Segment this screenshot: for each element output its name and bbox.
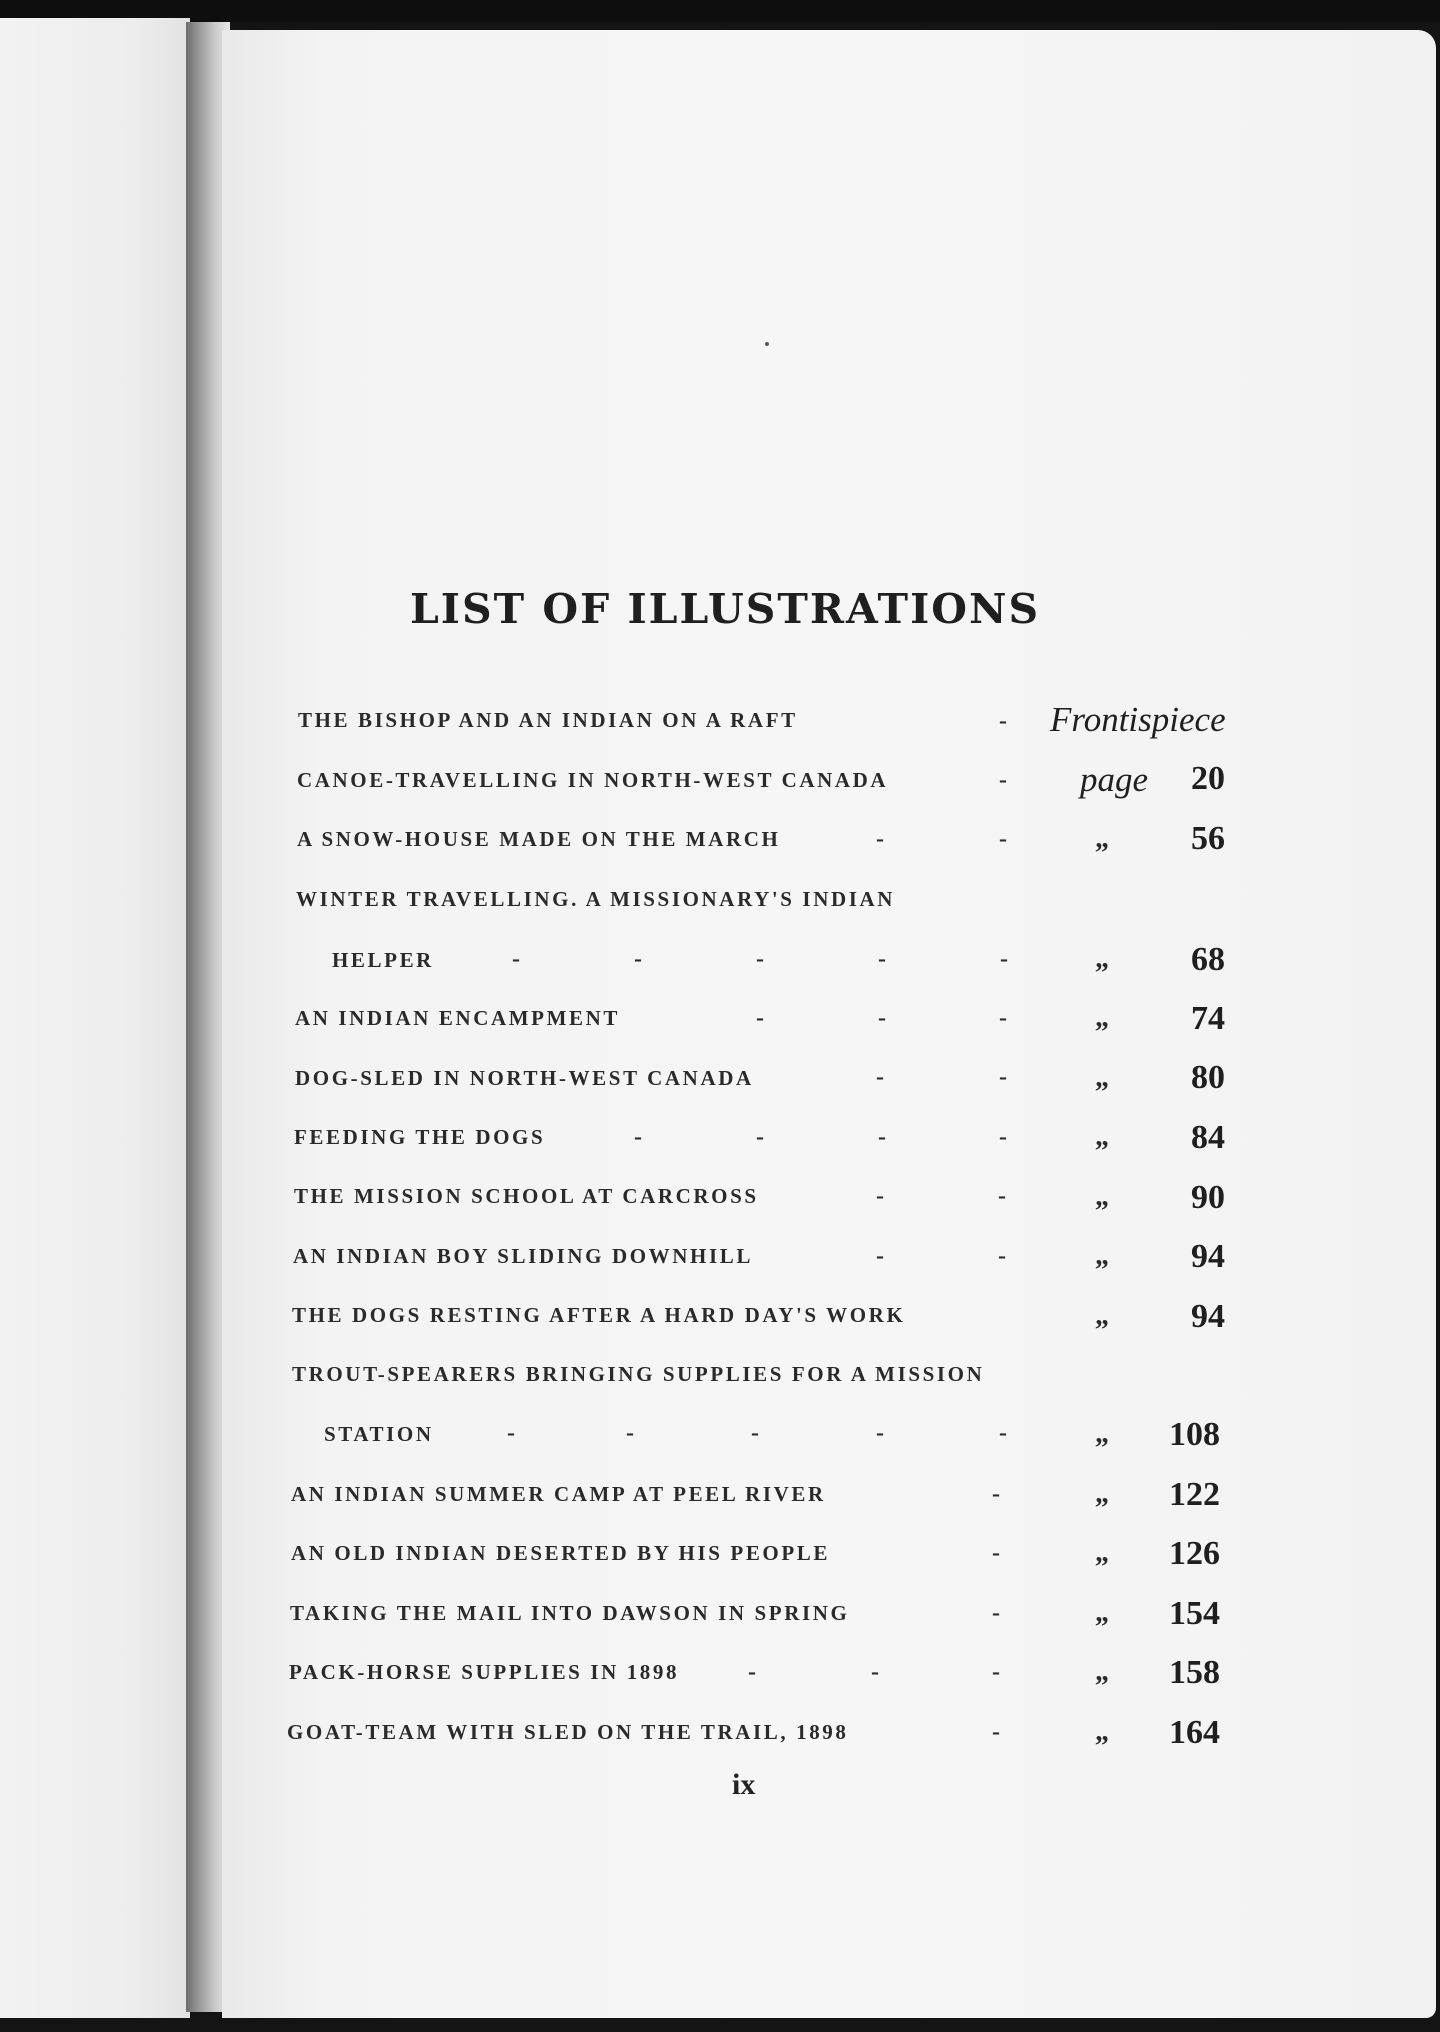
illustration-title: A SNOW-HOUSE MADE ON THE MARCH [297,827,781,851]
illustration-title: GOAT-TEAM WITH SLED ON THE TRAIL, 1898 [287,1720,849,1744]
page-number: 158 [1169,1654,1220,1691]
page-number: 154 [1169,1595,1220,1632]
page-title: LIST OF ILLUSTRATIONS [409,585,1041,633]
illustration-title: THE BISHOP AND AN INDIAN ON A RAFT [298,708,798,732]
page-number: 20 [1191,760,1225,797]
illustration-title: DOG-SLED IN NORTH-WEST CANADA [295,1066,754,1090]
page-number: 126 [1169,1535,1220,1572]
page-number: 80 [1191,1059,1225,1096]
page-number: 84 [1191,1119,1225,1156]
frontispiece-label: Frontispiece [1050,700,1226,739]
illustration-title: CANOE-TRAVELLING IN NORTH-WEST CANADA [297,768,889,792]
scan-border [0,0,1440,22]
ditto-mark: „ [1095,1656,1109,1687]
page-number: 94 [1191,1298,1225,1335]
illustration-title: PACK-HORSE SUPPLIES IN 1898 [289,1660,680,1684]
leader-dashes: - [992,1719,1000,1745]
ditto-mark: „ [1095,1537,1109,1568]
page-number: 90 [1191,1179,1225,1216]
illustration-title: TAKING THE MAIL INTO DAWSON IN SPRING [290,1601,850,1625]
ditto-mark: „ [1095,1002,1109,1033]
leader-dashes: - - [876,1064,1007,1090]
leader-dashes: - - - - [634,1124,1007,1150]
leader-dashes: - [999,708,1007,734]
leader-dashes: - - - - - [507,1420,1007,1446]
illustration-title: FEEDING THE DOGS [294,1125,546,1149]
ditto-mark: „ [1095,1300,1109,1331]
leader-dashes: - - - [756,1005,1007,1031]
leader-dashes: - - [876,826,1007,852]
illustration-title: TROUT-SPEARERS BRINGING SUPPLIES FOR A MISSION [292,1362,985,1386]
ditto-mark: „ [1095,1478,1109,1509]
page-number: 74 [1191,1000,1225,1037]
ditto-mark: „ [1095,1062,1109,1093]
illustration-title: AN INDIAN ENCAMPMENT [295,1006,620,1030]
paper-speck [765,342,769,346]
leader-dashes: - [999,767,1007,793]
leader-dashes: - [992,1540,1000,1566]
ditto-mark: „ [1095,1418,1109,1449]
ditto-mark: „ [1095,1240,1109,1271]
page-number: 108 [1169,1416,1220,1453]
leader-dashes: - [992,1481,1000,1507]
page-folio: ix [732,1768,756,1801]
ditto-mark: „ [1095,1181,1109,1212]
leader-dashes: - - - - - [512,946,1008,972]
page-number: 56 [1191,820,1225,857]
ditto-mark: „ [1095,943,1109,974]
ditto-mark: „ [1095,1597,1109,1628]
illustration-title: THE DOGS RESTING AFTER A HARD DAY'S WORK [292,1303,906,1327]
ditto-mark: „ [1095,1716,1109,1747]
left-page [0,18,190,2018]
illustration-title: AN INDIAN BOY SLIDING DOWNHILL [293,1244,753,1268]
page-number: 94 [1191,1238,1225,1275]
ditto-mark: „ [1095,823,1109,854]
illustration-title: AN OLD INDIAN DESERTED BY HIS PEOPLE [291,1541,830,1565]
leader-dashes: - - [876,1183,1006,1209]
page-number: 68 [1191,941,1225,978]
page-label: page [1080,760,1149,799]
leader-dashes: - - [876,1243,1006,1269]
illustration-title-continued: HELPER [332,948,434,972]
illustration-title-continued: STATION [324,1422,434,1446]
illustration-title: THE MISSION SCHOOL AT CARCROSS [294,1184,759,1208]
ditto-mark: „ [1095,1121,1109,1152]
page-number: 164 [1169,1714,1220,1751]
page-number: 122 [1169,1476,1220,1513]
illustration-title: WINTER TRAVELLING. A MISSIONARY'S INDIAN [296,887,896,911]
illustration-title: AN INDIAN SUMMER CAMP AT PEEL RIVER [291,1482,826,1506]
leader-dashes: - [992,1600,1000,1626]
leader-dashes: - - - [748,1659,1000,1685]
